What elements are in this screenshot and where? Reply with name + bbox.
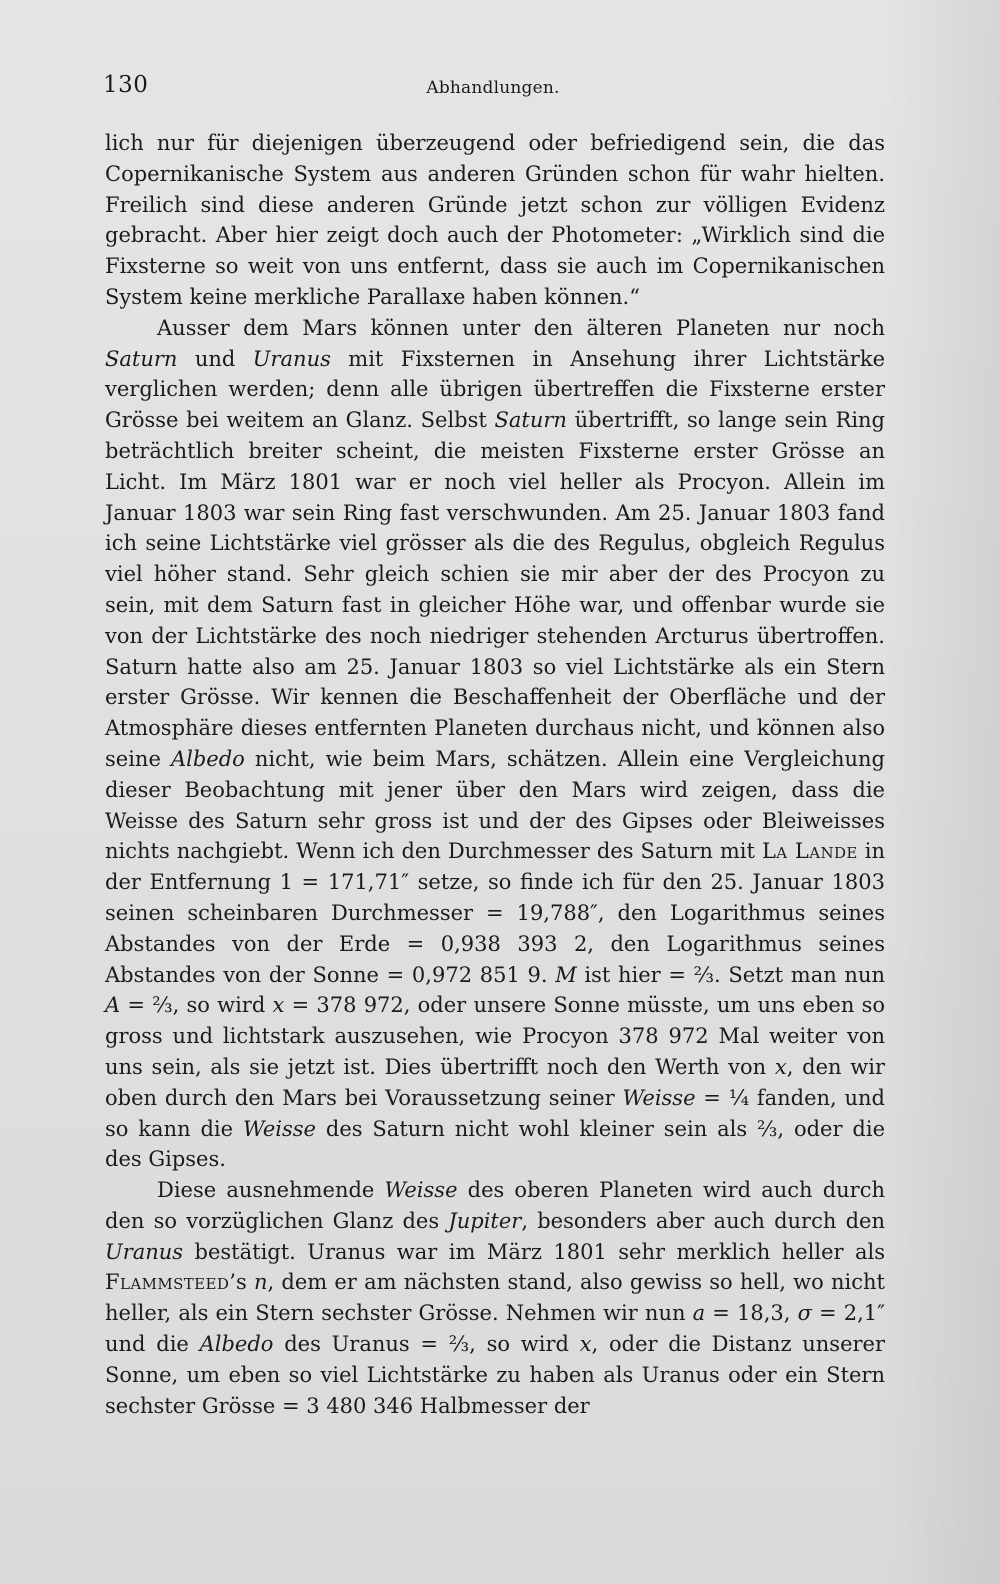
fraction: ⅔ [152, 993, 173, 1018]
math-variable: x [774, 1054, 787, 1079]
text-run: , so wird [469, 1332, 580, 1357]
paragraph-3 [105, 1175, 885, 1421]
italic-term: Jupiter [448, 1208, 522, 1233]
text-run: des Uranus = [273, 1332, 449, 1357]
italic-term: Weisse [622, 1085, 696, 1110]
fraction: ¼ [728, 1085, 750, 1110]
text-run: ’s [229, 1270, 254, 1295]
text-run: . Setzt man nun [714, 962, 886, 987]
italic-term: Saturn [105, 346, 178, 371]
italic-term: Weisse [384, 1178, 458, 1203]
text-run: und [177, 346, 253, 371]
text-run: nicht, wie beim Mars, schätzen. Allein eine Vergleichung dieser Beobachtung mit jener über den Mars wird zeigen, dass die Weisse des Saturn sehr gross ist und der des Gipses oder Bleiweisses nichts nachgiebt. Wenn ich den Durchmesser des Saturn mit [105, 746, 885, 864]
math-variable: σ [797, 1301, 812, 1326]
text-run: des oberen Planeten wird auch durch den so vorzüglichen Glanz des [105, 1178, 885, 1233]
paragraph-2 [105, 313, 885, 1175]
italic-term: Uranus [252, 346, 331, 371]
text-run: , dem er am nächsten stand, also gewiss so hell, wo nicht heller, als ein Stern sechster Grösse. Nehmen wir nun [105, 1270, 885, 1326]
text-run: , oder die Distanz unserer Sonne, um eben so viel Lichtstärke zu haben als Uranus oder ein Stern sechster Grösse = 3 480 346 Halbmesser der [105, 1332, 886, 1418]
running-head: Abhandlungen. [426, 78, 560, 98]
small-caps-name: Flammsteed [105, 1270, 230, 1295]
math-variable: M [555, 962, 577, 987]
text-run: mit Fixsternen in Ansehung ihrer Lichtstärke verglichen werden; denn alle übrigen übertreffen die Fixsterne erster Grösse bei weitem an Glanz. Selbst [105, 346, 885, 433]
page-number: 130 [103, 72, 149, 98]
text-run: lich nur für diejenigen überzeugend oder befriedigend sein, die das Copernikanische System aus anderen Gründen schon für wahr hielten. Freilich sind diese anderen Gründe jetzt schon zur völligen Evidenz gebracht. Aber hier zeigt doch auch der Photometer: „Wirklich sind die Fixsterne so weit von uns entfernt, dass sie auch im Copernikanischen System keine merkliche Parallaxe haben können.“ [105, 131, 885, 309]
text-run: Ausser dem Mars können unter den älteren Planeten nur noch [157, 315, 885, 340]
text-run: bestätigt. Uranus war im März 1801 sehr merklich heller als [183, 1239, 885, 1264]
text-run: fanden, und so kann die [105, 1085, 885, 1141]
text-run: = 2,1″ und die [105, 1301, 885, 1357]
page-header [103, 72, 883, 112]
text-run: = [120, 993, 153, 1018]
text-run: ist hier = [576, 962, 694, 987]
text-run: , besonders aber auch durch den [521, 1208, 885, 1233]
paragraph-1 [105, 128, 885, 313]
text-run: des Saturn nicht wohl kleiner sein als [315, 1116, 758, 1141]
math-variable: x [272, 993, 285, 1018]
text-run: = 18,3, [705, 1301, 798, 1326]
italic-term: Saturn [494, 408, 567, 433]
text-run: in der Entfernung 1 = 171,71″ setze, so finde ich für den 25. Januar 1803 seinen scheinbaren Durchmesser = 19,788″, den Logarithmus seines Abstandes von der Erde = 0,938 393 2, den Logarithmus seines Abstandes von der Sonne = 0,972 851 9. [105, 839, 885, 987]
math-variable: x [579, 1332, 592, 1357]
small-caps-name: La Lande [761, 839, 858, 864]
math-variable: a [692, 1301, 706, 1326]
fraction: ⅔ [757, 1116, 778, 1141]
italic-term: Albedo [170, 746, 245, 771]
text-run: = [695, 1085, 729, 1110]
italic-term: Weisse [242, 1116, 316, 1141]
text-run: , oder die des Gipses. [105, 1116, 885, 1172]
text-run: , so wird [172, 993, 273, 1018]
body-text [105, 128, 885, 1421]
fraction: ⅔ [693, 962, 715, 987]
fraction: ⅔ [448, 1332, 470, 1357]
text-run: Diese ausnehmende [157, 1178, 385, 1203]
math-variable: A [105, 993, 121, 1018]
italic-term: Albedo [199, 1332, 274, 1357]
text-run: , den wir oben durch den Mars bei Voraussetzung seiner [105, 1054, 886, 1110]
text-run: übertrifft, so lange sein Ring beträchtlich breiter scheint, die meisten Fixsterne erster Grösse an Licht. Im März 1801 war er noch viel heller als Procyon. Allein im Januar 1803 war sein Ring fast verschwunden. Am 25. Januar 1803 fand ich seine Lichtstärke viel grösser als die des Regulus, obgleich Regulus viel höher stand. Sehr gleich schien sie mir aber der des Procyon zu sein, mit dem Saturn fast in gleicher Höhe war, und offenbar wurde sie von der Lichtstärke des noch niedriger stehenden Arcturus übertroffen. Saturn hatte also am 25. Januar 1803 so viel Lichtstärke als ein Stern erster Grösse. Wir kennen die Beschaffenheit der Oberfläche und der Atmosphäre dieses entfernten Planeten durchaus nicht, und können also seine [105, 408, 885, 771]
text-run: = 378 972, oder unsere Sonne müsste, um uns eben so gross und lichtstark auszusehen, wie Procyon 378 972 Mal weiter von uns sein, als sie jetzt ist. Dies übertrifft noch den Werth von [105, 993, 886, 1079]
math-variable: n [253, 1270, 268, 1295]
italic-term: Uranus [105, 1239, 184, 1264]
